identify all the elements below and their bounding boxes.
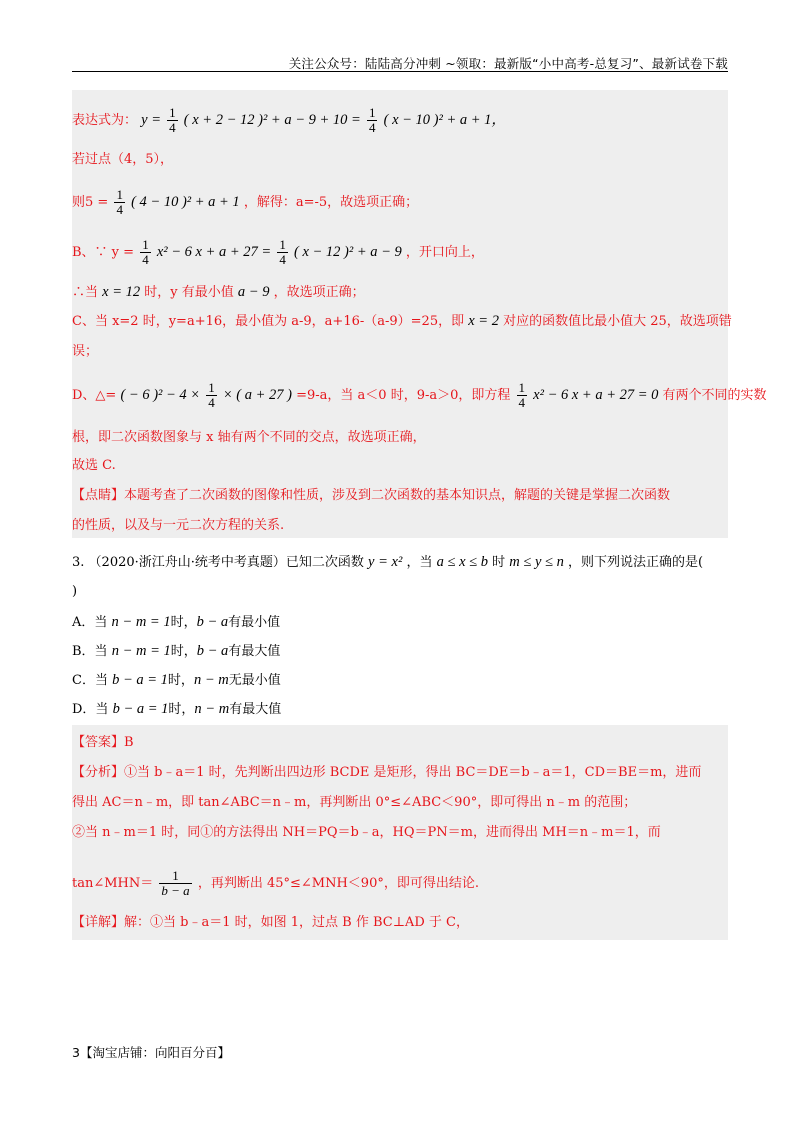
solution-key-point-cont: 的性质，以及与一元二次方程的关系. [72, 518, 285, 533]
solution-line-9: 根，即二次函数图象与 x 轴有两个不同的交点，故选项正确， [72, 430, 426, 445]
solution-key-point: 【点睛】本题考查了二次函数的图像和性质，涉及到二次函数的基本知识点，解题的关键是掌握二次函数 [72, 488, 671, 503]
solution-line-8: D、△= ( − 6 )² − 4 × $\frac{1}{4}$ × ( a + 27 ) =9-a，当 a＜0 时，9-a＞0，即方程 $\frac{1}{4}$ x² − 6 x + a + 27 = 0 有两个不同的实数 [72, 380, 767, 410]
fraction-quarter: $\frac{1}{4}$ [142, 237, 149, 267]
question-stem: 3. （2020·浙江舟山·统考中考真题）已知二次函数 y = x² ，当 a ≤ x ≤ b 时 m ≤ y ≤ n ，则下列说法正确的是( [72, 554, 704, 570]
analysis-line-3: ②当 n﹣m＝1 时，同①的方法得出 NH＝PQ＝b﹣a，HQ＝PN＝m，进而得出 MH＝n﹣m＝1，而 [72, 825, 661, 840]
solution-line-5: ∴当 x = 12 时，y 有最小值 a − 9 ，故选项正确； [72, 284, 365, 300]
fraction-quarter: $\frac{1}{4}$ [518, 380, 526, 410]
analysis-line-2: 得出 AC＝n﹣m，即 tan∠ABC＝n﹣m，再判断出 0°≤∠ABC＜90°，即可得出 n﹣m 的范围； [72, 795, 637, 810]
option-d: D．当 b − a = 1时，n − m有最大值 [72, 701, 282, 717]
fraction-quarter: $\frac{1}{4}$ [368, 105, 376, 135]
page-footer: 3【淘宝店铺：向阳百分百】 [72, 1045, 230, 1060]
answer-label: 【答案】B [72, 735, 134, 750]
analysis-line-1: 【分析】①当 b﹣a＝1 时，先判断出四边形 BCDE 是矩形，得出 BC＝DE＝b﹣a＝1，CD＝BE＝m，进而 [72, 765, 702, 780]
option-b: B．当 n − m = 1时，b − a有最大值 [72, 643, 281, 659]
fraction-tan: $\frac{1}{b - a}$ [161, 868, 190, 898]
solution-line-1: 表达式为： y = $\frac{1}{4}$ ( x + 2 − 12 )² + a − 9 + 10 = $\frac{1}{4}$ ( x − 10 )² + a + 1， [72, 105, 506, 135]
question-stem-close: ) [72, 584, 78, 599]
solution-line-4: B、∵ y = $\frac{1}{4}$ x² − 6 x + a + 27 = $\frac{1}{4}$ ( x − 12 )² + a − 9 ，开口向上， [72, 237, 484, 267]
page-header [72, 48, 728, 72]
header-text: 关注公众号：陆陆高分冲刺 ~领取：最新版“小中高考-总复习”、最新试卷下载 [288, 56, 728, 71]
solution-line-10: 故选 C. [72, 458, 116, 473]
solution-line-2: 若过点（4，5）， [72, 152, 174, 167]
fraction-quarter: $\frac{1}{4}$ [116, 187, 123, 217]
option-c: C．当 b − a = 1时，n − m无最小值 [72, 672, 281, 688]
fraction-quarter: $\frac{1}{4}$ [208, 380, 215, 410]
solution-line-6: C、当 x=2 时，y=a+16，最小值为 a-9，a+16-（a-9）=25，即 x = 2 对应的函数值比最小值大 25，故选项错 [72, 313, 732, 329]
detail-line-1: 【详解】解：①当 b﹣a＝1 时，如图 1，过点 B 作 BC⊥AD 于 C， [72, 915, 469, 930]
fraction-quarter: $\frac{1}{4}$ [279, 237, 286, 267]
fraction-quarter: $\frac{1}{4}$ [169, 105, 176, 135]
analysis-line-4: tan∠MHN＝ $\frac{1}{b - a}$ ，再判断出 45°≤∠MNH＜90°，即可得出结论. [72, 868, 479, 898]
option-a: A．当 n − m = 1时，b − a有最小值 [72, 614, 281, 630]
solution-line-7: 误； [72, 344, 99, 359]
solution-line-3: 则5 = $\frac{1}{4}$ ( 4 − 10 )² + a + 1 ，解得：a=-5，故选项正确； [72, 187, 419, 217]
